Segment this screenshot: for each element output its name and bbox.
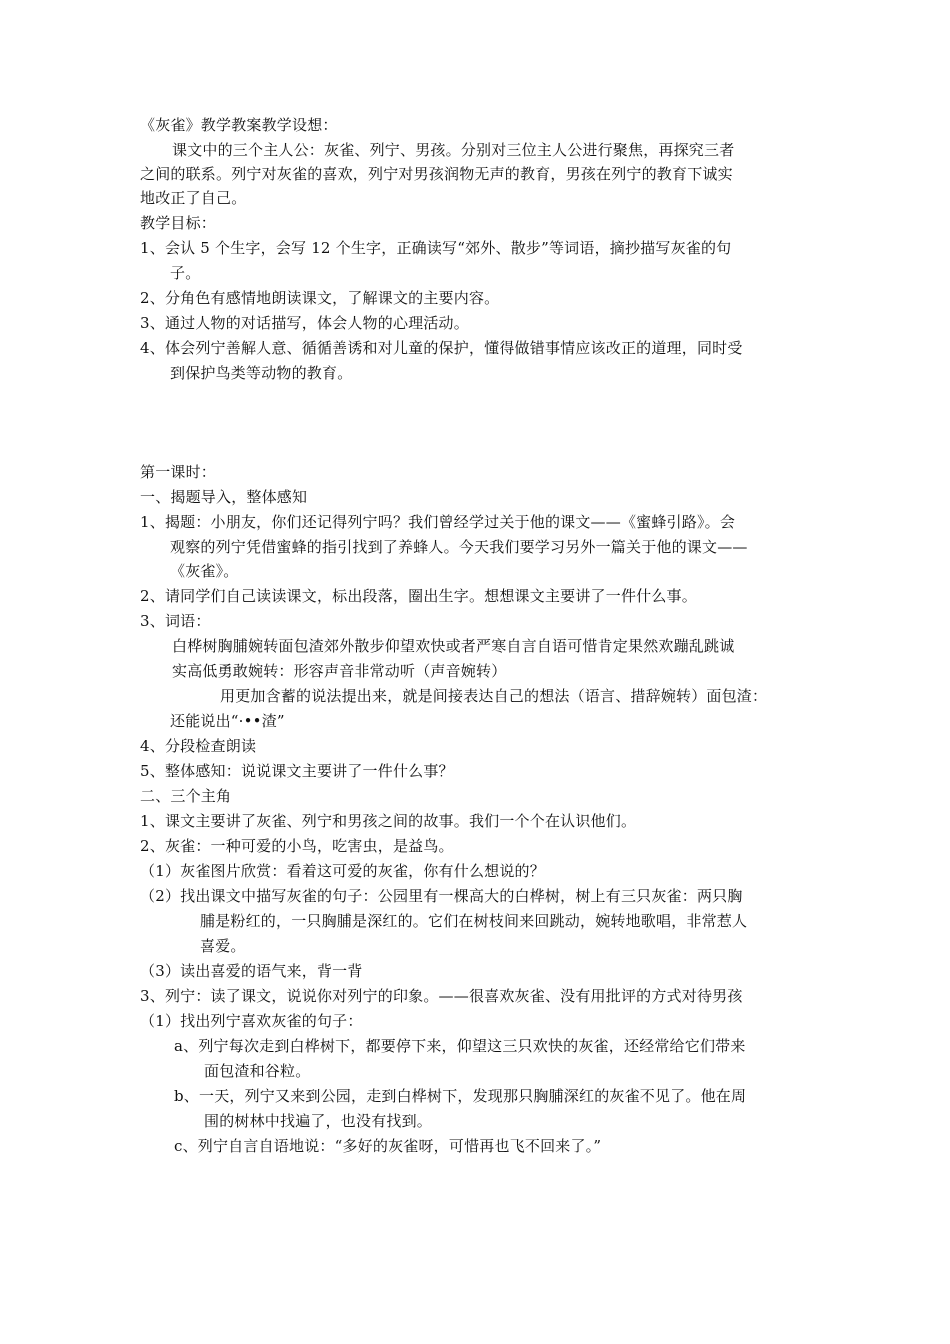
sub-list-item-continuation: 脯是粉红的，一只胸脯是深红的。它们在树枝间来回跳动，婉转地歌唱，非常惹人 — [200, 912, 748, 930]
document-title: 《灰雀》教学教案教学设想： — [140, 116, 338, 134]
list-item-continuation: 到保护鸟类等动物的教育。 — [170, 364, 353, 382]
section-heading: 二、三个主角 — [140, 787, 232, 805]
section-heading: 一、揭题导入，整体感知 — [140, 488, 308, 506]
vocabulary-line: 用更加含蓄的说法提出来，就是间接表达自己的想法（语言、措辞婉转）面包渣： — [220, 687, 768, 705]
paragraph-line: 课文中的三个主人公：灰雀、列宁、男孩。分别对三位主人公进行聚焦，再探究三者 — [172, 141, 735, 159]
quote-item: c、列宁自言自语地说：“多好的灰雀呀，可惜再也飞不回来了。” — [174, 1137, 602, 1155]
list-item: 2、分角色有感情地朗读课文，了解课文的主要内容。 — [140, 289, 500, 307]
list-item: 4、分段检查朗读 — [140, 737, 257, 755]
vocabulary-line: 白桦树胸脯婉转面包渣郊外散步仰望欢快或者严寒自言自语可惜肯定果然欢蹦乱跳诚 — [172, 637, 735, 655]
section-heading: 第一课时： — [140, 463, 217, 481]
list-item: 1、揭题：小朋友，你们还记得列宁吗？我们曾经学过关于他的课文——《蜜蜂引路》。会 — [140, 513, 736, 531]
list-item: 3、词语： — [140, 612, 211, 630]
list-item: 3、通过人物的对话描写，体会人物的心理活动。 — [140, 314, 469, 332]
sub-list-item: （3）读出喜爱的语气来，背一背 — [140, 962, 363, 980]
section-heading: 教学目标： — [140, 214, 217, 232]
sub-list-item-continuation: 喜爱。 — [200, 937, 246, 955]
list-item: 1、会认 5 个生字，会写 12 个生字，正确读写“郊外、散步”等词语，摘抄描写灰雀的句 — [140, 239, 732, 257]
vocabulary-line: 还能说出“·••渣” — [170, 712, 285, 730]
quote-item: b、一天，列宁又来到公园，走到白桦树下，发现那只胸脯深红的灰雀不见了。他在周 — [174, 1087, 747, 1105]
vocabulary-line: 实高低勇敢婉转：形容声音非常动听（声音婉转） — [172, 662, 507, 680]
quote-item-continuation: 面包渣和谷粒。 — [204, 1062, 311, 1080]
sub-list-item: （1）灰雀图片欣赏：看着这可爱的灰雀，你有什么想说的？ — [140, 862, 545, 880]
paragraph-line: 之间的联系。列宁对灰雀的喜欢，列宁对男孩润物无声的教育，男孩在列宁的教育下诚实 — [140, 165, 733, 183]
list-item: 2、请同学们自己读读课文，标出段落，圈出生字。想想课文主要讲了一件什么事。 — [140, 587, 697, 605]
list-item: 1、课文主要讲了灰雀、列宁和男孩之间的故事。我们一个个在认识他们。 — [140, 812, 637, 830]
list-item: 5、整体感知：说说课文主要讲了一件什么事？ — [140, 762, 454, 780]
list-item: 4、体会列宁善解人意、循循善诱和对儿童的保护，懂得做错事情应该改正的道理，同时受 — [140, 339, 743, 357]
paragraph-line: 地改正了自己。 — [140, 189, 247, 207]
list-item-continuation: 《灰雀》。 — [170, 562, 239, 580]
list-item: 2、灰雀：一种可爱的小鸟，吃害虫，是益鸟。 — [140, 837, 454, 855]
list-item-continuation: 子。 — [170, 264, 201, 282]
list-item-continuation: 观察的列宁凭借蜜蜂的指引找到了养蜂人。今天我们要学习另外一篇关于他的课文—— — [170, 538, 748, 556]
list-item: 3、列宁：读了课文，说说你对列宁的印象。——很喜欢灰雀、没有用批评的方式对待男孩 — [140, 987, 743, 1005]
quote-item-continuation: 围的树林中找遍了，也没有找到。 — [204, 1112, 433, 1130]
sub-list-item: （1）找出列宁喜欢灰雀的句子： — [140, 1012, 363, 1030]
sub-list-item: （2）找出课文中描写灰雀的句子：公园里有一棵高大的白桦树，树上有三只灰雀：两只胸 — [140, 887, 743, 905]
quote-item: a、列宁每次走到白桦树下，都要停下来，仰望这三只欢快的灰雀，还经常给它们带来 — [174, 1037, 746, 1055]
